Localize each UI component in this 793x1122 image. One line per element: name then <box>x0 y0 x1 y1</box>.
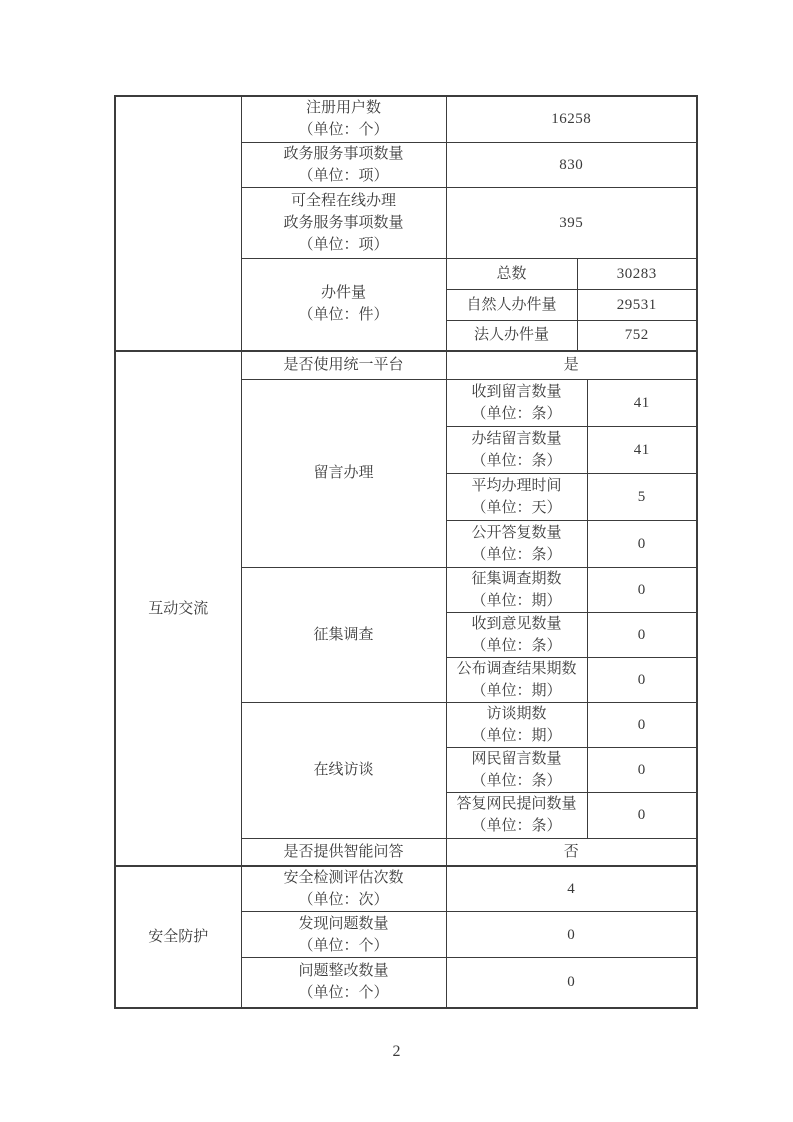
security-assessments-label <box>241 866 446 912</box>
unit-line: （单位：条） <box>471 818 562 834</box>
statistics-table <box>114 95 698 1009</box>
label-line: 可全程在线办理 <box>290 192 396 209</box>
interview-replies-value: 0 <box>587 792 697 838</box>
smart-qa-value: 否 <box>446 838 697 866</box>
messages-received-label <box>446 379 587 426</box>
interview-periods-label <box>446 702 587 747</box>
survey-results-value: 0 <box>587 657 697 702</box>
problems-found-value: 0 <box>446 912 697 958</box>
unit-line: （单位：条） <box>471 772 562 789</box>
volume-total-value: 30283 <box>577 258 697 289</box>
survey-opinions-value: 0 <box>587 612 697 657</box>
volume-label <box>241 258 446 351</box>
unit-line: （单位：天） <box>471 499 562 516</box>
security-assessments-value: 4 <box>446 866 697 912</box>
interview-replies-label <box>446 792 587 838</box>
unit-line: （单位：期） <box>471 682 562 699</box>
online-service-items-value: 395 <box>446 187 697 258</box>
volume-natural-person-value: 29531 <box>577 289 697 320</box>
label-line: 公开答复数量 <box>471 524 562 541</box>
label-line: 办结留言数量 <box>471 430 562 447</box>
label-line: 政务服务事项数量 <box>283 145 404 162</box>
volume-legal-person-label: 法人办件量 <box>446 320 577 351</box>
interview-periods-value: 0 <box>587 702 697 747</box>
label-line: 收到意见数量 <box>471 615 562 632</box>
unit-line: （单位：件） <box>298 307 389 324</box>
unit-line: （单位：个） <box>298 985 389 1002</box>
unit-line: （单位：条） <box>471 452 562 469</box>
label-line: 征集调查期数 <box>471 570 562 587</box>
message-handling-label: 留言办理 <box>241 379 446 567</box>
registered-users-value: 16258 <box>446 96 697 142</box>
label-line: 收到留言数量 <box>471 383 562 400</box>
unified-platform-value: 是 <box>446 351 697 379</box>
unit-line: （单位：条） <box>471 637 562 654</box>
unified-platform-label: 是否使用统一平台 <box>241 351 446 379</box>
survey-periods-value: 0 <box>587 567 697 612</box>
survey-opinions-label <box>446 612 587 657</box>
unit-line: （单位：条） <box>471 546 562 563</box>
unit-line: （单位：个） <box>298 122 389 139</box>
service-items-label <box>241 142 446 187</box>
unit-line: （单位：条） <box>471 405 562 422</box>
messages-completed-value: 41 <box>587 426 697 473</box>
label-line: 政务服务事项数量 <box>283 214 404 231</box>
unit-line: （单位：项） <box>298 236 389 253</box>
unit-line: （单位：期） <box>471 592 562 609</box>
volume-total-label: 总数 <box>446 258 577 289</box>
survey-label: 征集调查 <box>241 567 446 702</box>
online-service-items-label <box>241 187 446 258</box>
volume-legal-person-value: 752 <box>577 320 697 351</box>
volume-natural-person-label: 自然人办件量 <box>446 289 577 320</box>
label-line: 问题整改数量 <box>298 963 389 980</box>
label-line: 访谈期数 <box>486 705 547 722</box>
survey-periods-label <box>446 567 587 612</box>
label-line: 公布调查结果期数 <box>456 660 577 677</box>
service-category-cell <box>115 96 241 351</box>
label-line: 平均办理时间 <box>471 477 562 494</box>
public-replies-value: 0 <box>587 520 697 567</box>
security-category-cell: 安全防护 <box>115 866 241 1008</box>
interview-messages-label <box>446 747 587 792</box>
registered-users-label <box>241 96 446 142</box>
interview-messages-value: 0 <box>587 747 697 792</box>
smart-qa-label: 是否提供智能问答 <box>241 838 446 866</box>
unit-line: （单位：项） <box>298 167 389 184</box>
label-line: 网民留言数量 <box>471 750 562 767</box>
interview-label: 在线访谈 <box>241 702 446 838</box>
unit-line: （单位：次） <box>298 892 389 908</box>
messages-completed-label <box>446 426 587 473</box>
avg-handling-time-value: 5 <box>587 473 697 520</box>
unit-line: （单位：个） <box>298 937 389 954</box>
page-number: 2 <box>392 1043 401 1060</box>
avg-handling-time-label <box>446 473 587 520</box>
problems-fixed-value: 0 <box>446 958 697 1008</box>
public-replies-label <box>446 520 587 567</box>
label-line: 发现问题数量 <box>298 915 389 932</box>
interaction-category-cell: 互动交流 <box>115 351 241 866</box>
survey-results-label <box>446 657 587 702</box>
label-line: 安全检测评估次数 <box>283 870 404 886</box>
service-items-value: 830 <box>446 142 697 187</box>
label-line: 答复网民提问数量 <box>456 796 577 812</box>
label-line: 注册用户数 <box>305 100 381 117</box>
problems-fixed-label <box>241 958 446 1008</box>
unit-line: （单位：期） <box>471 727 562 744</box>
label-line: 办件量 <box>320 285 366 302</box>
messages-received-value: 41 <box>587 379 697 426</box>
problems-found-label <box>241 912 446 958</box>
